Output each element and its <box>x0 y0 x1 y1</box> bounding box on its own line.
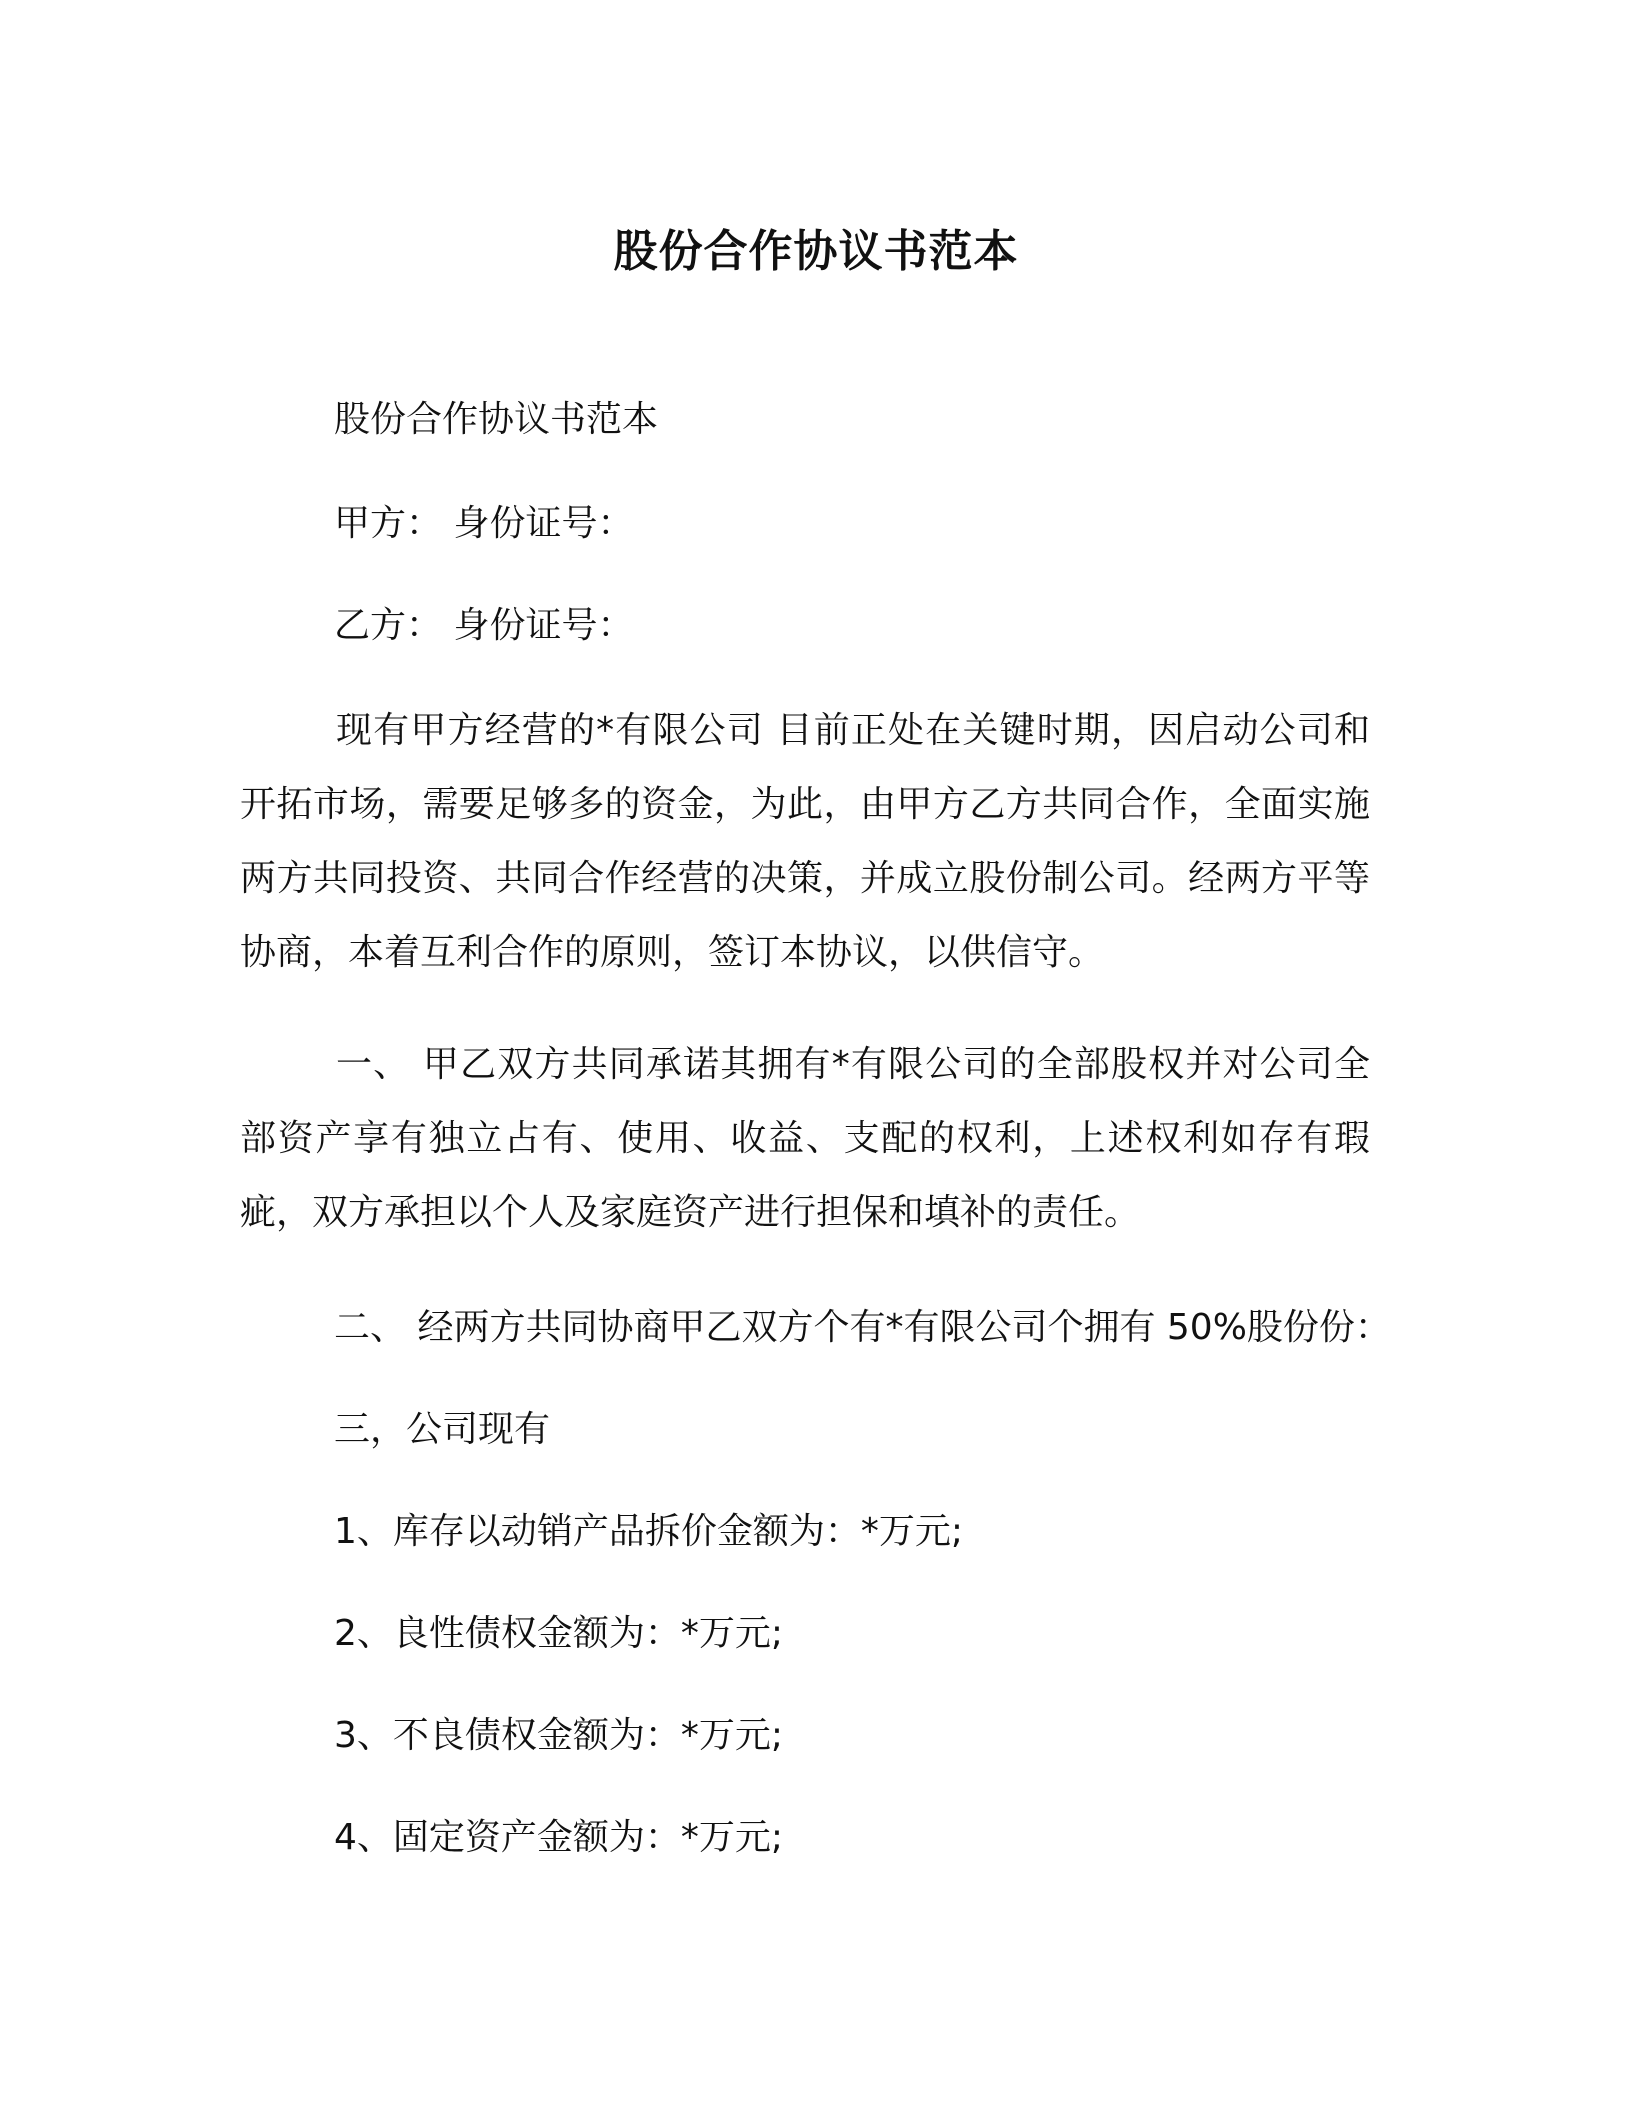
party-a-line: 甲方： 身份证号： <box>334 503 634 544</box>
clause-3-heading: 三，公司现有 <box>334 1409 551 1450</box>
document-title: 股份合作协议书范本 <box>613 226 1019 277</box>
clause-1-paragraph: 一、 甲乙双方共同承诺其拥有*有限公司的全部股权并对公司全部资产享有独立占有、使用、收益、支配的权利，上述权利如存有瑕疵，双方承担以个人及家庭资产进行担保和填补的责任。 <box>240 1044 1370 1233</box>
list-item: 4、固定资产金额为：*万元; <box>334 1817 784 1858</box>
clause-2-line: 二、 经两方共同协商甲乙双方个有*有限公司个拥有 50%股份份： <box>334 1307 1391 1348</box>
document-subtitle: 股份合作协议书范本 <box>334 399 659 440</box>
list-item: 2、良性债权金额为：*万元; <box>334 1613 784 1654</box>
list-item: 1、库存以动销产品拆价金额为：*万元; <box>334 1511 964 1552</box>
list-item: 3、不良债权金额为：*万元; <box>334 1715 784 1756</box>
intro-paragraph: 现有甲方经营的*有限公司 目前正处在关键时期，因启动公司和开拓市场，需要足够多的资金，为此，由甲方乙方共同合作，全面实施两方共同投资、共同合作经营的决策，并成立股份制公司。经两方平等协商，本着互利合作的原则，签订本协议，以供信守。 <box>240 710 1370 973</box>
party-b-line: 乙方： 身份证号： <box>334 605 634 646</box>
